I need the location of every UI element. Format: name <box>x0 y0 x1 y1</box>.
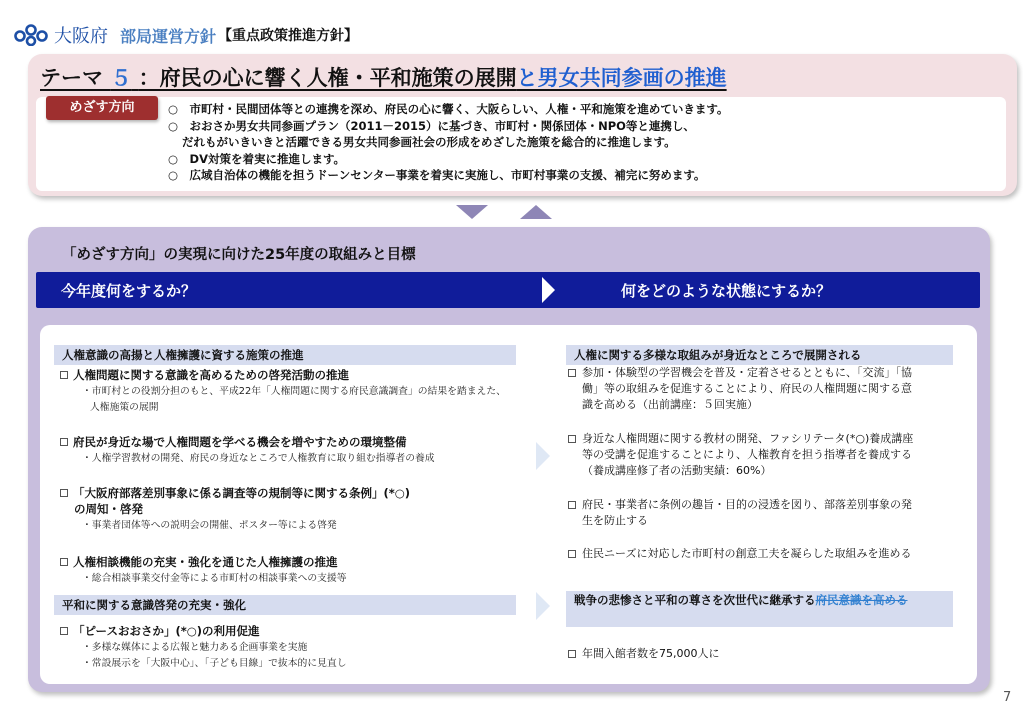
action-item-1-detail-1: ・市町村との役割分担のもと、平成22年「人権問題に関する府民意識調査」の結果を踏まえた、 <box>82 386 506 397</box>
outcome-item-3-text: 府民・事業者に条例の趣旨・目的の浸透を図り、部落差別事象の発生を防止する <box>582 498 912 527</box>
goal-line-2: ○ おおさか男女共同参画プラン（2011－2015）に基づき、市町村・関係団体・NPO等と連携し、 <box>168 119 695 133</box>
organization-name: 大阪府 <box>54 26 108 46</box>
goal-line-5: ○ 広域自治体の機能を担うドーンセンター事業を着実に実施し、市町村事業の支援、補完に努めます。 <box>168 168 706 182</box>
outcome-item-4-text: 住民ニーズに対応した市町村の創意工夫を凝らした取組みを進める <box>582 547 912 560</box>
action-item-2-detail-1: ・人権学習教材の開発、府民の身近なところで人権教育に取り組む指導者の養成 <box>82 453 435 464</box>
action-item-4-detail-1: ・総合相談事業交付金等による市町村の相談事業への支援等 <box>82 573 347 584</box>
outcome-item-2 <box>568 431 920 479</box>
checkbox-icon <box>60 371 68 379</box>
action-item-5-detail-2: ・常設展示を「大阪中心」、「子ども目線」で抜本的に見直し <box>82 658 347 669</box>
theme-prefix: テーマ <box>40 66 103 90</box>
action-item-3-detail-1: ・事業者団体等への説明会の開催、ポスター等による啓発 <box>82 520 337 531</box>
goal-line-3: だれもがいきいきと活躍できる男女共同参画社会の形成をめざした施策を総合的に推進します。 <box>182 135 676 149</box>
action-item-2 <box>60 434 407 450</box>
theme-title <box>40 62 727 92</box>
initiatives-panel <box>28 227 990 692</box>
action-item-3 <box>60 485 410 501</box>
down-arrow-icon <box>456 205 488 219</box>
page-number: 7 <box>1003 690 1012 705</box>
category-peace: 平和に関する意識啓発の充実・強化 <box>54 595 516 615</box>
action-item-5-text: 「ピースおおさか」(*○)の利用促進 <box>73 624 260 638</box>
theme-title-emphasis: と男女共同参画の推進 <box>516 66 727 90</box>
checkbox-icon <box>568 501 576 509</box>
checkbox-icon <box>60 558 68 566</box>
action-item-1-text: 人権問題に関する意識を高めるための啓発活動の推進 <box>73 368 349 382</box>
outcome-category-peace-text: 戦争の悲惨さと平和の尊さを次世代に継承する <box>574 593 816 607</box>
page-header <box>14 22 358 48</box>
chevron-right-icon <box>536 442 550 470</box>
outcome-item-5 <box>568 646 920 662</box>
outcome-item-2-text: 身近な人権問題に関する教材の開発、ファシリテータ(*○)養成講座等の受講を促進することにより、人権教育を担う指導者を養成する（養成講座修了者の活動実績：60%） <box>582 432 914 477</box>
action-item-3-text: 「大阪府部落差別事象に係る調査等の規制等に関する条例」(*○) <box>73 486 411 500</box>
chevron-right-icon <box>536 592 550 620</box>
outcome-item-1-text: 参加・体験型の学習機会を普及・定着させるとともに、「交流」「協働」等の取組みを促進することにより、府民の人権問題に関する意識を高める（出前講座：５回実施） <box>582 366 912 411</box>
goal-line-1: ○ 市町村・民間団体等との連携を深め、府民の心に響く、大阪らしい、人権・平和施策を進めていきます。 <box>168 102 729 116</box>
left-column-header: 今年度何をするか？ <box>61 282 197 300</box>
action-item-5-detail-1: ・多様な媒体による広報と魅力ある企画事業を実施 <box>82 642 308 653</box>
action-item-5 <box>60 623 260 639</box>
checkbox-icon <box>568 550 576 558</box>
checkbox-icon <box>60 627 68 635</box>
content-area <box>40 325 977 684</box>
struck-text: 府民意識を高める <box>815 593 908 607</box>
section-title: 「めざす方向」の実現に向けた25年度の取組みと目標 <box>62 247 416 263</box>
outcome-category-human-rights: 人権に関する多様な取組みが身近なところで展開される <box>566 345 953 365</box>
chevron-right-icon <box>542 277 555 303</box>
action-item-3-text-2: の周知・啓発 <box>74 502 143 516</box>
outcome-item-1 <box>568 365 920 413</box>
checkbox-icon <box>568 650 576 658</box>
checkbox-icon <box>568 435 576 443</box>
theme-number: ５ <box>110 66 132 90</box>
action-item-4 <box>60 554 338 570</box>
action-item-1-detail-2: 人権施策の展開 <box>90 402 159 413</box>
action-item-2-text: 府民が身近な場で人権問題を学べる機会を増やすための環境整備 <box>73 435 407 449</box>
checkbox-icon <box>60 438 68 446</box>
goal-tag: めざす方向 <box>46 96 158 120</box>
outcome-item-4 <box>568 546 920 562</box>
theme-title-text: ：府民の心に響く人権・平和施策の展開 <box>138 66 517 90</box>
header-subtitle: 【重点政策推進方針】 <box>218 28 359 44</box>
right-column-header: 何をどのような状態にするか？ <box>621 282 832 300</box>
checkbox-icon <box>568 369 576 377</box>
column-header-bar <box>36 272 980 308</box>
theme-panel <box>28 54 1017 196</box>
department-title: 部局運営方針 <box>120 26 217 46</box>
up-arrow-icon <box>520 205 552 219</box>
osaka-logo-icon <box>14 24 48 46</box>
outcome-item-5-text: 年間入館者数を75,000人に <box>582 647 720 660</box>
outcome-item-3 <box>568 497 920 529</box>
goal-line-4: ○ DV対策を着実に推進します。 <box>168 152 346 166</box>
action-item-4-text: 人権相談機能の充実・強化を通じた人権擁護の推進 <box>73 555 338 569</box>
goal-panel <box>36 97 1006 191</box>
category-human-rights: 人権意識の高揚と人権擁護に資する施策の推進 <box>54 345 516 365</box>
action-item-1 <box>60 367 349 383</box>
checkbox-icon <box>60 489 68 497</box>
outcome-category-peace <box>566 591 953 627</box>
